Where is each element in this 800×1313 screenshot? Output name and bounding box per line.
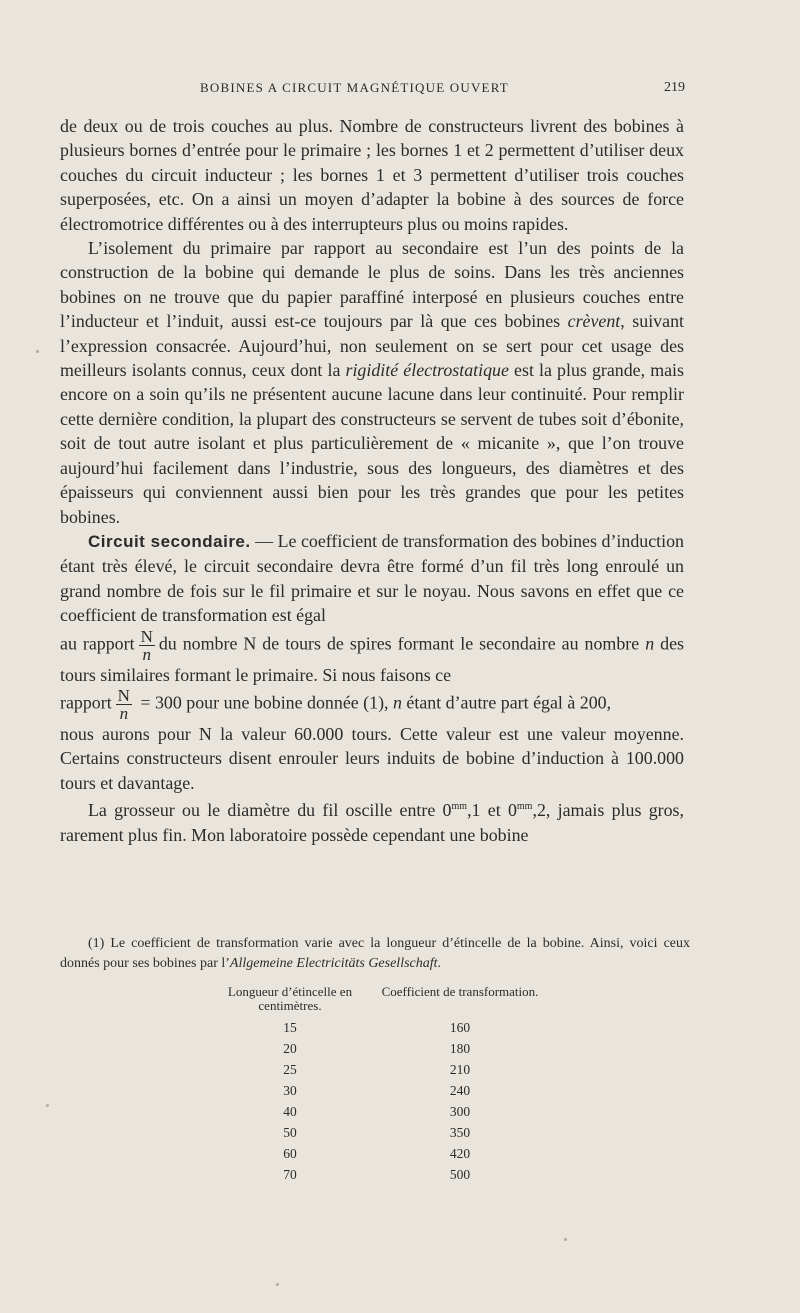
text-run: = 300 pour une bobine donnée (1), (135, 692, 393, 713)
paper-speck (36, 350, 39, 353)
text-run: La grosseur ou le diamètre du fil oscille entre 0 (88, 800, 452, 821)
cell-coefficient: 180 (449, 1041, 471, 1056)
cell-spark-length: 20 (283, 1041, 297, 1056)
cell-coefficient: 420 (449, 1146, 471, 1161)
text-run: — Le coefficient de transformation des bobines d’induction étant très élevé, le circuit secondaire devra être formé d’un fil très long enroulé un grand nombre de fois sur le fil primaire et sur le noyau. Nous savons en effet que ce coefficient de transformation est égal (60, 530, 684, 626)
table-row (210, 1101, 550, 1122)
table-body (210, 1017, 550, 1185)
paragraph-3-ratio-line-2 (60, 687, 684, 722)
transformation-table (210, 985, 550, 1185)
text-run: rapport (60, 692, 112, 713)
fraction-numerator: N (117, 685, 130, 705)
text-run: , suivant l’expression consacrée. Aujourd’hui, non seulement on se sert pour cet usage des meilleurs isolants connus, ceux dont la (60, 311, 684, 381)
cell-spark-length: 60 (283, 1146, 297, 1161)
section-heading: Circuit secondaire. (88, 531, 251, 551)
fraction-numerator: N (140, 626, 153, 646)
table-row (210, 1143, 550, 1164)
table-header (210, 985, 550, 1017)
cell-spark-length: 70 (283, 1167, 297, 1182)
table-row (210, 1059, 550, 1080)
footnote (60, 934, 690, 974)
text-run: du nombre N de tours de spires formant le secondaire au nombre (158, 633, 646, 654)
column-header-coefficient: Coefficient de transformation. (381, 984, 539, 999)
paper-speck (46, 1104, 49, 1107)
cell-coefficient: 350 (449, 1125, 471, 1140)
cell-coefficient: 210 (449, 1062, 471, 1077)
unit-superscript: mm (451, 801, 468, 813)
footnote-text (60, 934, 690, 974)
paragraph-3-ratio-line (60, 628, 684, 687)
paragraph-3 (60, 529, 684, 628)
page-number: 219 (664, 80, 685, 95)
table-row (210, 1017, 550, 1038)
table-row (210, 1164, 550, 1185)
fraction-denominator: n (142, 644, 151, 664)
cell-spark-length: 15 (283, 1020, 297, 1035)
main-text (60, 114, 684, 847)
text-run: (1) Le coefficient de transformation varie avec la longueur d’étincelle de la bobine. Ainsi, voici ceux donnés pour ses bobines par l’ (60, 936, 690, 971)
text-run: est la plus grande, mais encore on a soin qu’ils ne présentent aucune lacune dans leur continuité. Pour remplir cette dernière condition, la plupart des constructeurs se servent de tubes soit d’ébonite, soit de tout autre isolant et plus particulièrement de « micanite », que l’on trouve aujourd’hui facilement dans l’industrie, sous des longueurs, des diamètres et des épaisseurs qui conviennent aussi bien pour les très grandes que pour les petites bobines. (60, 360, 684, 527)
italic-symbol: n (392, 692, 402, 713)
cell-coefficient: 500 (449, 1167, 471, 1182)
text-run: des tours similaires formant le primaire. Si nous faisons ce (60, 633, 684, 685)
text-run: ,1 et 0 (467, 800, 517, 821)
italic-symbol: n (645, 633, 655, 654)
paragraph-3-end: nous aurons pour N la valeur 60.000 tours. Cette valeur est une valeur moyenne. Certains constructeurs disent enrouler leurs induits de bobine d’induction à 100.000 tours et davantage. (60, 723, 684, 793)
italic-term: rigidité électrostatique (345, 360, 509, 381)
column-header-spark-length: Longueur d’étincelle en centimètres. (227, 984, 353, 1013)
table-row (210, 1038, 550, 1059)
running-header (60, 80, 685, 100)
cell-coefficient: 160 (449, 1020, 471, 1035)
paragraph-1: de deux ou de trois couches au plus. Nombre de constructeurs livrent des bobines à plusieurs bornes d’entrée pour le primaire ; les bornes 1 et 2 permettent d’utiliser deux couches du circuit inducteur ; les bornes 1 et 3 permettent d’utiliser trois couches superposées, etc. On a ainsi un moyen d’adapter la bobine à des sources de force électromotrice différentes ou à des interrupteurs plus ou moins rapides. (60, 116, 684, 234)
paragraph-2 (60, 236, 684, 529)
table-row (210, 1122, 550, 1143)
text-run: au rapport (60, 633, 135, 654)
fraction-n-over-n (116, 687, 132, 722)
cell-spark-length: 30 (283, 1083, 297, 1098)
fraction-n-over-n (139, 628, 155, 663)
cell-spark-length: 40 (283, 1104, 297, 1119)
fraction-denominator: n (119, 703, 129, 723)
unit-superscript: mm (516, 801, 533, 813)
cell-coefficient: 240 (449, 1083, 471, 1098)
italic-company-name: Allgemeine Electricitäts Gesellschaft (229, 956, 438, 971)
paper-speck (564, 1238, 567, 1241)
text-run: étant d’autre part égal à 200, (401, 692, 612, 713)
italic-term: crèvent (567, 311, 621, 332)
text-run: ,2, jamais plus gros, rarement plus fin. Mon laboratoire possède cependant une bobine (60, 800, 684, 845)
cell-coefficient: 300 (449, 1104, 471, 1119)
running-title: BOBINES A CIRCUIT MAGNÉTIQUE OUVERT (200, 80, 509, 95)
paragraph-4 (60, 795, 684, 847)
cell-spark-length: 50 (283, 1125, 297, 1140)
paper-speck (276, 1283, 279, 1286)
table-row (210, 1080, 550, 1101)
text-run: L’isolement du primaire par rapport au secondaire est l’un des points de la construction de la bobine qui demande le plus de soins. Dans les très anciennes bobines on ne trouve que du papier paraffiné interposé en plusieurs couches entre l’inducteur et l’induit, aussi est-ce toujours par là que ces bobines (60, 238, 684, 332)
cell-spark-length: 25 (283, 1062, 297, 1077)
text-run: . (437, 956, 442, 971)
